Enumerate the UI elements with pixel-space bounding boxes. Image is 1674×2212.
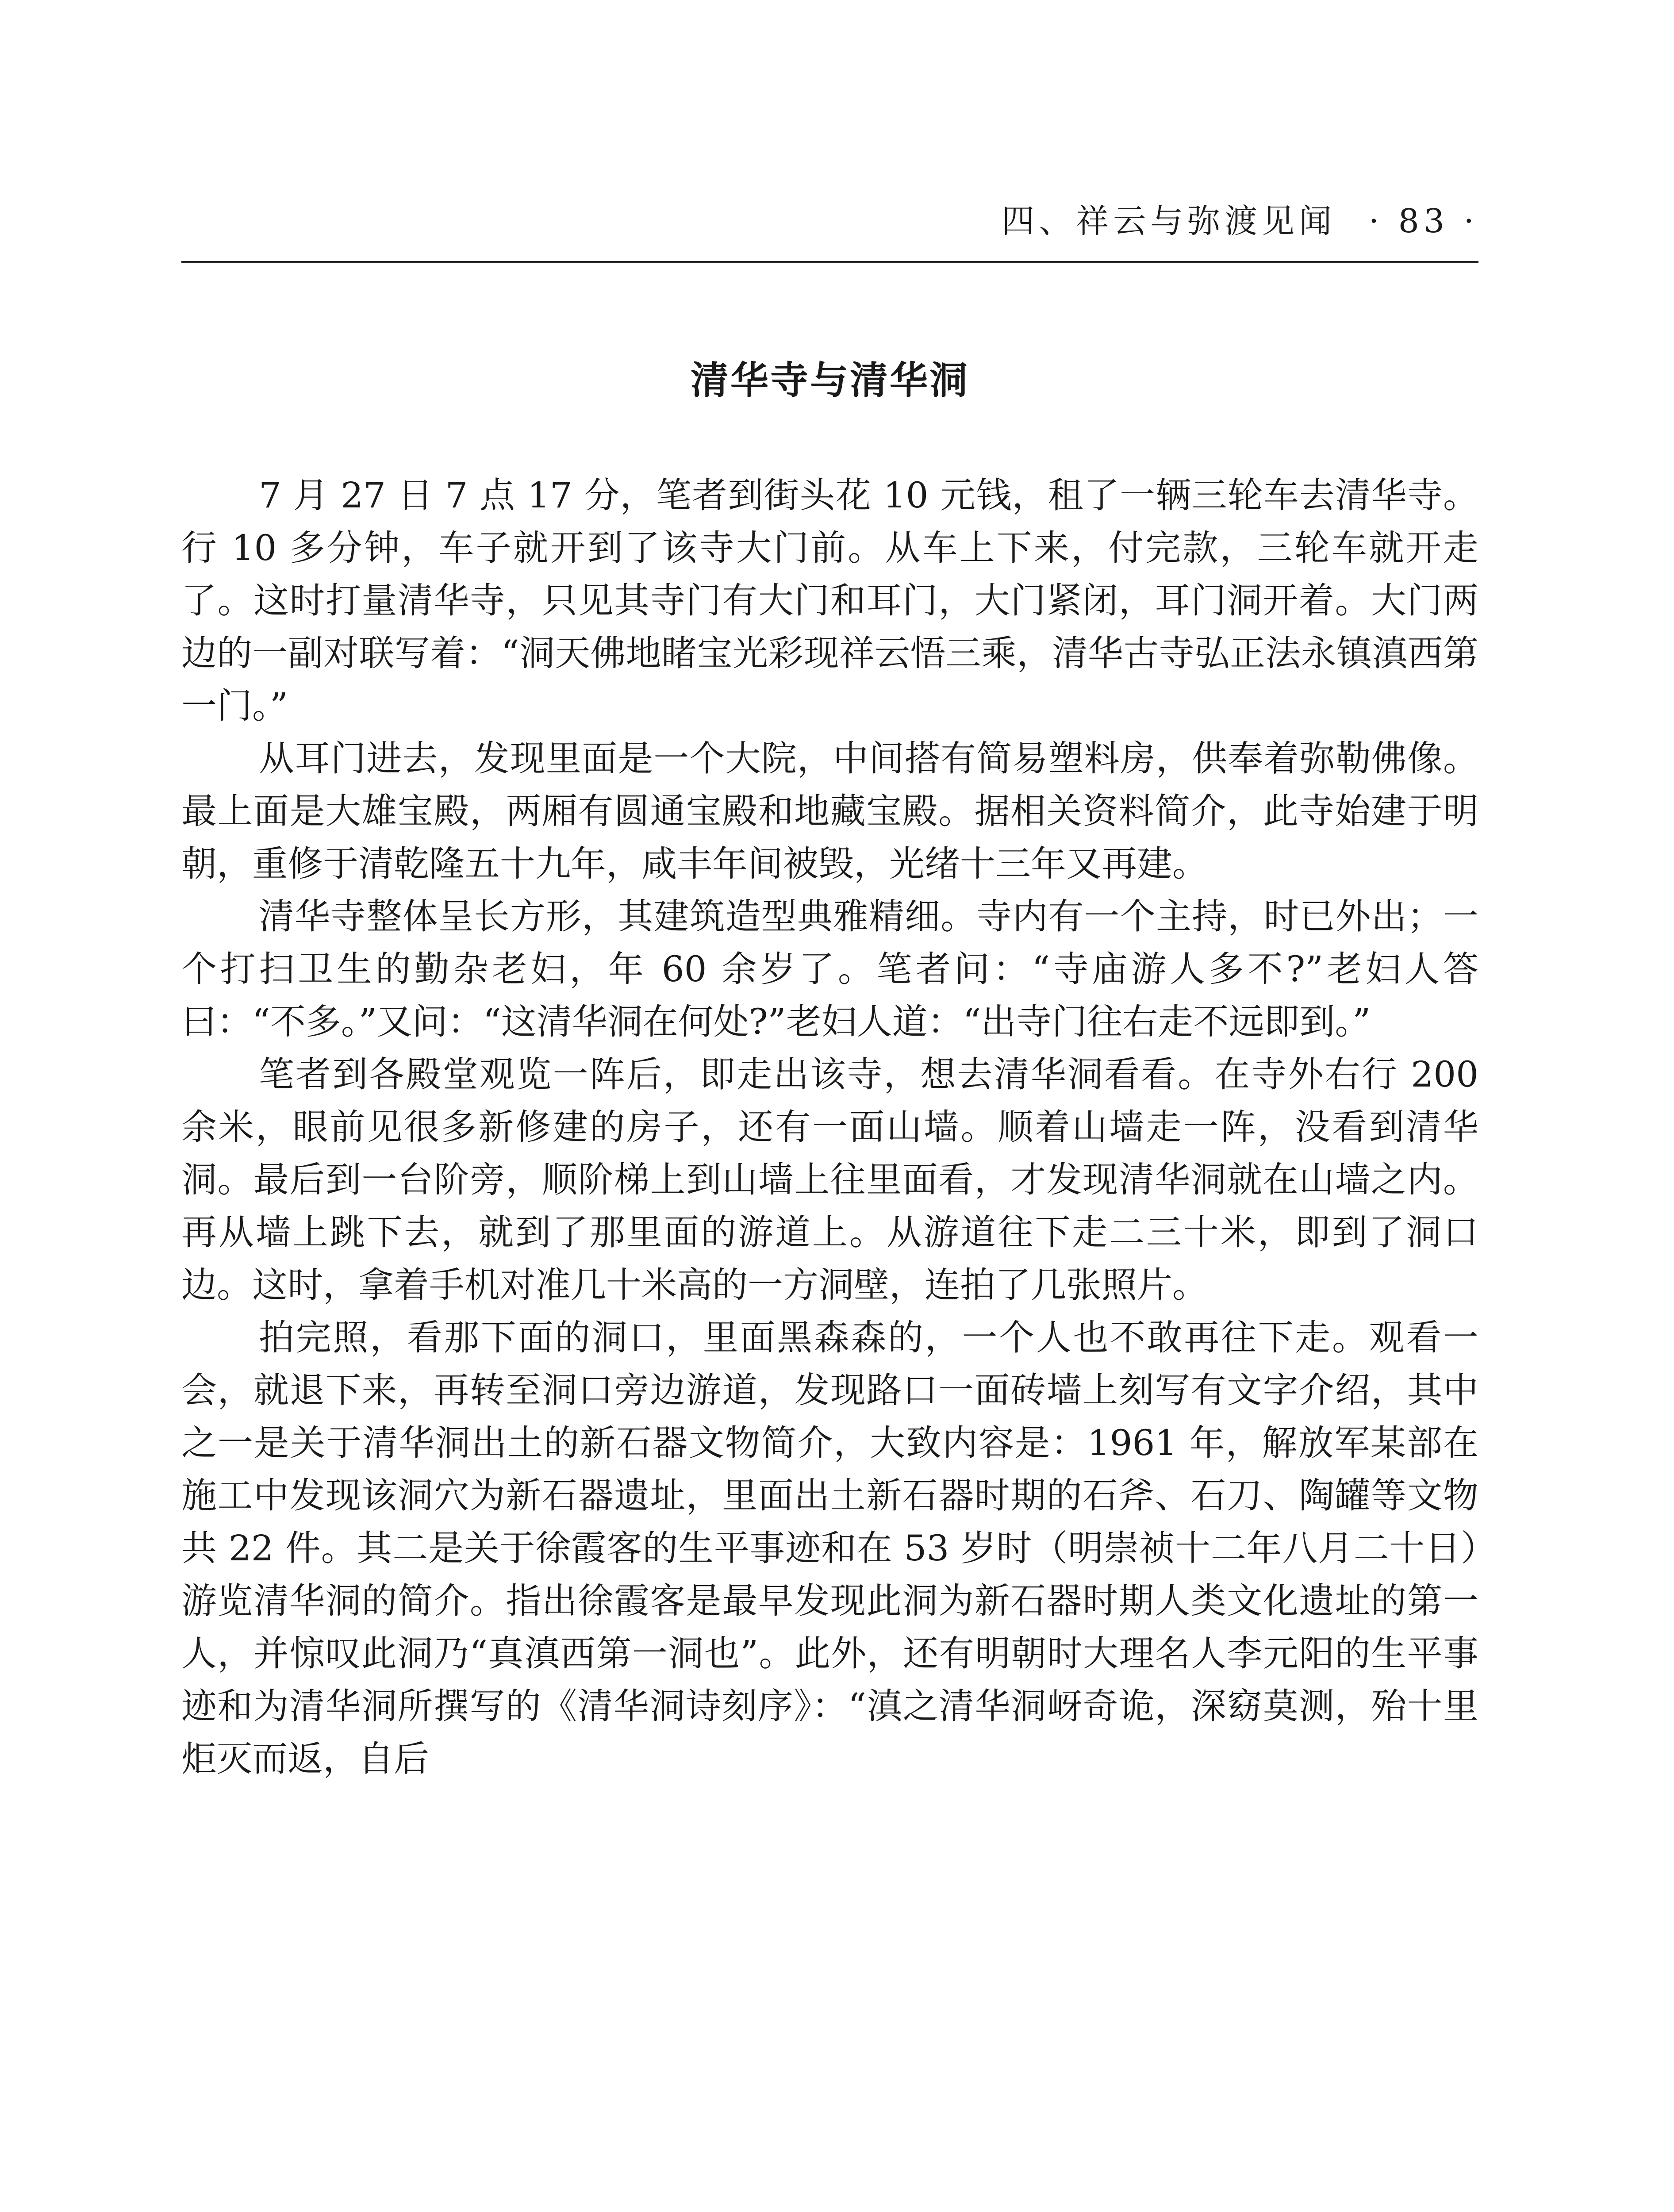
paragraph: 清华寺整体呈长方形，其建筑造型典雅精细。寺内有一个主持，时已外出；一个打扫卫生的勤杂老妇，年 60 余岁了。笔者问：“寺庙游人多不?”老妇人答曰：“不多。”又问：“这清华洞在何处?”老妇人道：“出寺门往右走不远即到。” (181, 896, 1478, 1042)
running-title: 四、祥云与弥渡见闻 (1002, 202, 1336, 240)
paragraph: 笔者到各殿堂观览一阵后，即走出该寺，想去清华洞看看。在寺外右行 200 余米，眼前见很多新修建的房子，还有一面山墙。顺着山墙走一阵，没看到清华洞。最后到一台阶旁，顺阶梯上到山墙上往里面看，才发现清华洞就在山墙之内。再从墙上跳下去，就到了那里面的游道上。从游道往下走二三十米，即到了洞口边。这时，拿着手机对准几十米高的一方洞壁，连拍了几张照片。 (181, 1054, 1478, 1306)
page-number: · 83 · (1368, 202, 1478, 240)
paragraph: 7 月 27 日 7 点 17 分，笔者到街头花 10 元钱，租了一辆三轮车去清华寺。行 10 多分钟，车子就开到了该寺大门前。从车上下来，付完款，三轮车就开走了。这时打量清华寺，只见其寺门有大门和耳门，大门紧闭，耳门洞开着。大门两边的一副对联写着：“洞天佛地睹宝光彩现祥云悟三乘，清华古寺弘正法永镇滇西第一门。” (181, 475, 1478, 726)
running-header (181, 195, 1478, 248)
header-rule (181, 261, 1478, 263)
article-title: 清华寺与清华洞 (691, 358, 969, 403)
paragraph: 拍完照，看那下面的洞口，里面黑森森的，一个人也不敢再往下走。观看一会，就退下来，再转至洞口旁边游道，发现路口一面砖墙上刻写有文字介绍，其中之一是关于清华洞出土的新石器文物简介，大致内容是：1961 年，解放军某部在施工中发现该洞穴为新石器遗址，里面出土新石器时期的石斧、石刀、陶罐等文物共 22 件。其二是关于徐霞客的生平事迹和在 53 岁时（明崇祯十二年八月二十日）游览清华洞的简介。指出徐霞客是最早发现此洞为新石器时期人类文化遗址的第一人，并惊叹此洞乃“真滇西第一洞也”。此外，还有明朝时大理名人李元阳的生平事迹和为清华洞所撰写的《清华洞诗刻序》：“滇之清华洞岈奇诡，深窈莫测，殆十里炬灭而返，自后 (181, 1317, 1478, 1779)
article-body (181, 469, 1478, 1785)
paragraph: 从耳门进去，发现里面是一个大院，中间搭有简易塑料房，供奉着弥勒佛像。最上面是大雄宝殿，两厢有圆通宝殿和地藏宝殿。据相关资料简介，此寺始建于明朝，重修于清乾隆五十九年，咸丰年间被毁，光绪十三年又再建。 (181, 738, 1478, 884)
